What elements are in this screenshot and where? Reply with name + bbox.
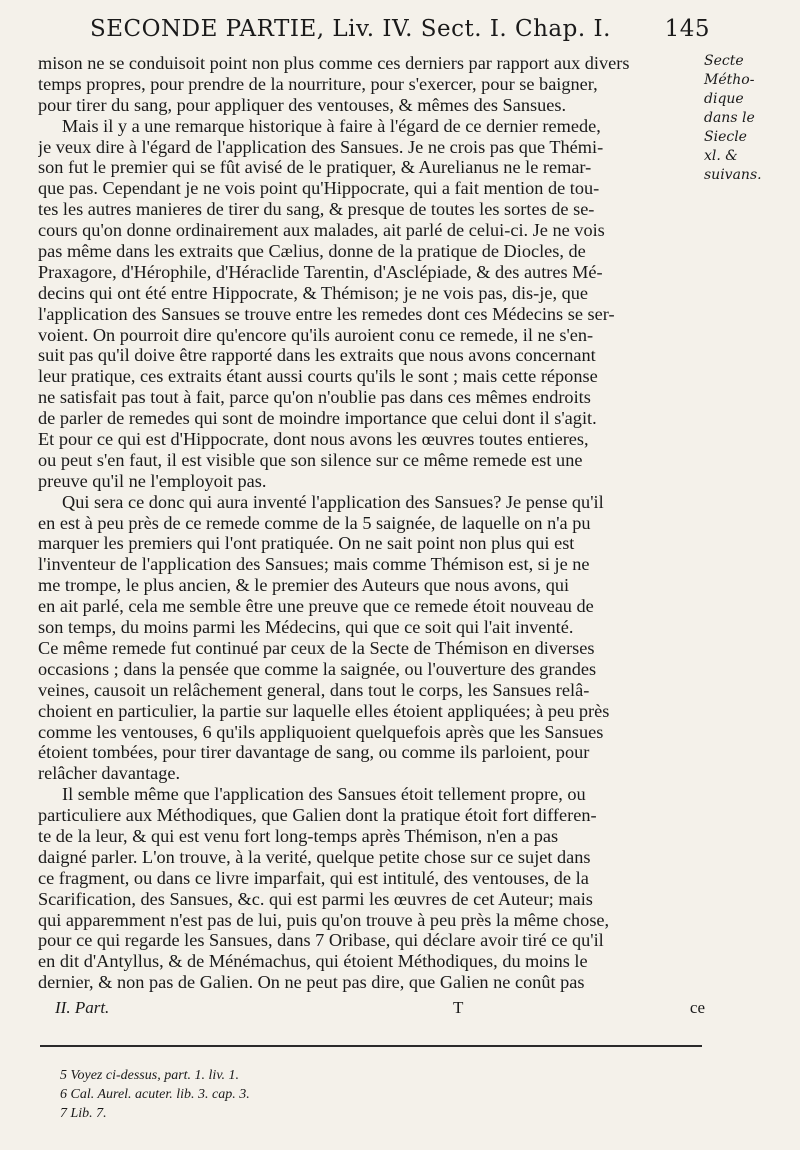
text-line: Il semble même que l'application des Sansues étoit tellement propre, ou <box>62 784 586 805</box>
text-line: leur pratique, ces extraits étant aussi courts qu'ils le sont ; mais cette réponse <box>38 366 598 387</box>
text-line: pas même dans les extraits que Cælius, donne de la pratique de Diocles, de <box>38 241 586 262</box>
text-line: me trompe, le plus ancien, & le premier des Auteurs que nous avons, qui <box>38 575 570 596</box>
text-line: comme les ventouses, 6 qu'ils appliquoient quelquefois après que les Sansues <box>38 721 604 742</box>
text-line: te de la leur, & qui est venu fort long-temps après Thémison, n'en a pas <box>38 825 559 846</box>
text-line: choient en particulier, la partie sur laquelle elles étoient appliquées; à peu près <box>38 700 610 721</box>
text-line: temps propres, pour prendre de la nourriture, pour s'exercer, pour se baigner, <box>38 73 598 94</box>
margin-note-line: Siecle <box>704 129 747 145</box>
footnotes <box>60 1066 660 1123</box>
text-line: qui apparemment n'est pas de lui, puis qu'on trouve à peu près la même chose, <box>38 909 610 930</box>
text-line: ou peut s'en faut, il est visible que son silence sur ce même remede est une <box>38 449 583 470</box>
text-line: relâcher davantage. <box>38 763 181 784</box>
running-header <box>90 16 710 50</box>
page-number: 145 <box>664 16 710 42</box>
text-line: suit pas qu'il doive être rapporté dans les extraits que nous avons concernant <box>38 345 596 366</box>
running-title: SECONDE PARTIE, Liv. IV. Sect. I. Chap. I. <box>90 16 611 42</box>
text-line: que pas. Cependant je ne vois point qu'Hippocrate, qui a fait mention de tou- <box>38 178 600 199</box>
text-line: étoient tombées, pour tirer davantage de sang, ou comme ils parloient, pour <box>38 742 590 763</box>
text-line: Et pour ce qui est d'Hippocrate, dont nous avons les œuvres toutes entieres, <box>38 429 589 450</box>
text-line: en ait parlé, cela me semble être une preuve que ce remede étoit nouveau de <box>38 596 594 617</box>
text-line: tes les autres manieres de tirer du sang, & presque de toutes les sortes de se- <box>38 199 595 220</box>
footnote: 7 Lib. 7. <box>60 1106 107 1121</box>
text-line: son fut le premier qui se fût avisé de le pratiquer, & Aurelianus ne le remar- <box>38 157 592 178</box>
margin-note-line: Secte <box>704 53 744 69</box>
text-line: decins qui ont été entre Hippocrate, & Thémison; je ne vois pas, dis-je, que <box>38 282 588 303</box>
text-line: je veux dire à l'égard de l'application des Sansues. Je ne crois pas que Thémi- <box>38 136 604 157</box>
signature-label: II. Part. <box>55 998 110 1017</box>
text-line: marquer les premiers qui l'ont pratiquée. On ne sait point non plus qui est <box>38 533 575 554</box>
text-line: Scarification, des Sansues, &c. qui est parmi les œuvres de cet Auteur; mais <box>38 888 593 909</box>
margin-note-line: dans le <box>704 110 755 126</box>
margin-note <box>704 52 796 185</box>
text-line: preuve qu'il ne l'employoit pas. <box>38 470 267 491</box>
text-line: ne satisfait pas tout à fait, parce qu'on n'oublie pas dans ces mêmes endroits <box>38 387 591 408</box>
text-line: son temps, du moins parmi les Médecins, qui que ce soit qui l'ait inventé. <box>38 617 574 638</box>
text-line: Qui sera ce donc qui aura inventé l'application des Sansues? Je pense qu'il <box>62 491 604 512</box>
text-line: ce fragment, ou dans ce livre imparfait, qui est intitulé, des ventouses, de la <box>38 867 589 888</box>
text-line: cours qu'on donne ordinairement aux malades, ait parlé de celui-ci. Je ne vois <box>38 220 605 241</box>
text-line: particuliere aux Méthodiques, que Galien dont la pratique étoit fort differen- <box>38 805 597 826</box>
margin-note-line: dique <box>704 91 744 107</box>
text-line: veines, causoit un relâchement general, dans tout le corps, les Sansues relâ- <box>38 679 590 700</box>
margin-note-line: Métho- <box>704 72 755 88</box>
text-line: voient. On pourroit dire qu'encore qu'ils auroient conu ce remede, il ne s'en- <box>38 324 594 345</box>
text-line: Praxagore, d'Hérophile, d'Héraclide Tarentin, d'Asclépiade, & des autres Mé- <box>38 261 603 282</box>
text-line: dernier, & non pas de Galien. On ne peut pas dire, que Galien ne conût pas <box>38 972 585 993</box>
footnote: 5 Voyez ci-dessus, part. 1. liv. 1. <box>60 1068 239 1083</box>
body-text <box>38 53 702 993</box>
footnote-rule <box>40 1045 702 1047</box>
margin-note-line: suivans. <box>704 167 762 183</box>
text-line: mison ne se conduisoit point non plus comme ces derniers par rapport aux divers <box>38 53 630 73</box>
text-line: l'application des Sansues se trouve entre les remedes dont ces Médecins se ser- <box>38 303 615 324</box>
text-line: daigné parler. L'on trouve, à la verité, quelque petite chose sur ce sujet dans <box>38 846 591 867</box>
text-line: pour tirer du sang, pour appliquer des ventouses, & mêmes des Sansues. <box>38 94 567 115</box>
text-line: en est à peu près de ce remede comme de la 5 saignée, de laquelle on n'a pu <box>38 512 591 533</box>
signature-mark: T <box>453 998 464 1017</box>
text-line: de parler de remedes qui sont de moindre importance que celui dont il s'agit. <box>38 408 597 429</box>
text-line: Mais il y a une remarque historique à faire à l'égard de ce dernier remede, <box>62 115 601 136</box>
margin-note-line: xl. & <box>704 148 738 164</box>
text-line: occasions ; dans la pensée que comme la saignée, ou l'ouverture des grandes <box>38 658 597 679</box>
text-line: pour ce qui regarde les Sansues, dans 7 Oribase, qui déclare avoir tiré ce qu'il <box>38 930 604 951</box>
text-line: l'inventeur de l'application des Sansues; mais comme Thémison est, si je ne <box>38 554 590 575</box>
catchword: ce <box>689 998 705 1017</box>
footnote: 6 Cal. Aurel. acuter. lib. 3. cap. 3. <box>60 1087 250 1102</box>
text-line: Ce même remede fut continué par ceux de la Secte de Thémison en diverses <box>38 637 595 658</box>
signature-line <box>55 998 705 1022</box>
text-line: en dit d'Antyllus, & de Ménémachus, qui étoient Méthodiques, du moins le <box>38 951 588 972</box>
